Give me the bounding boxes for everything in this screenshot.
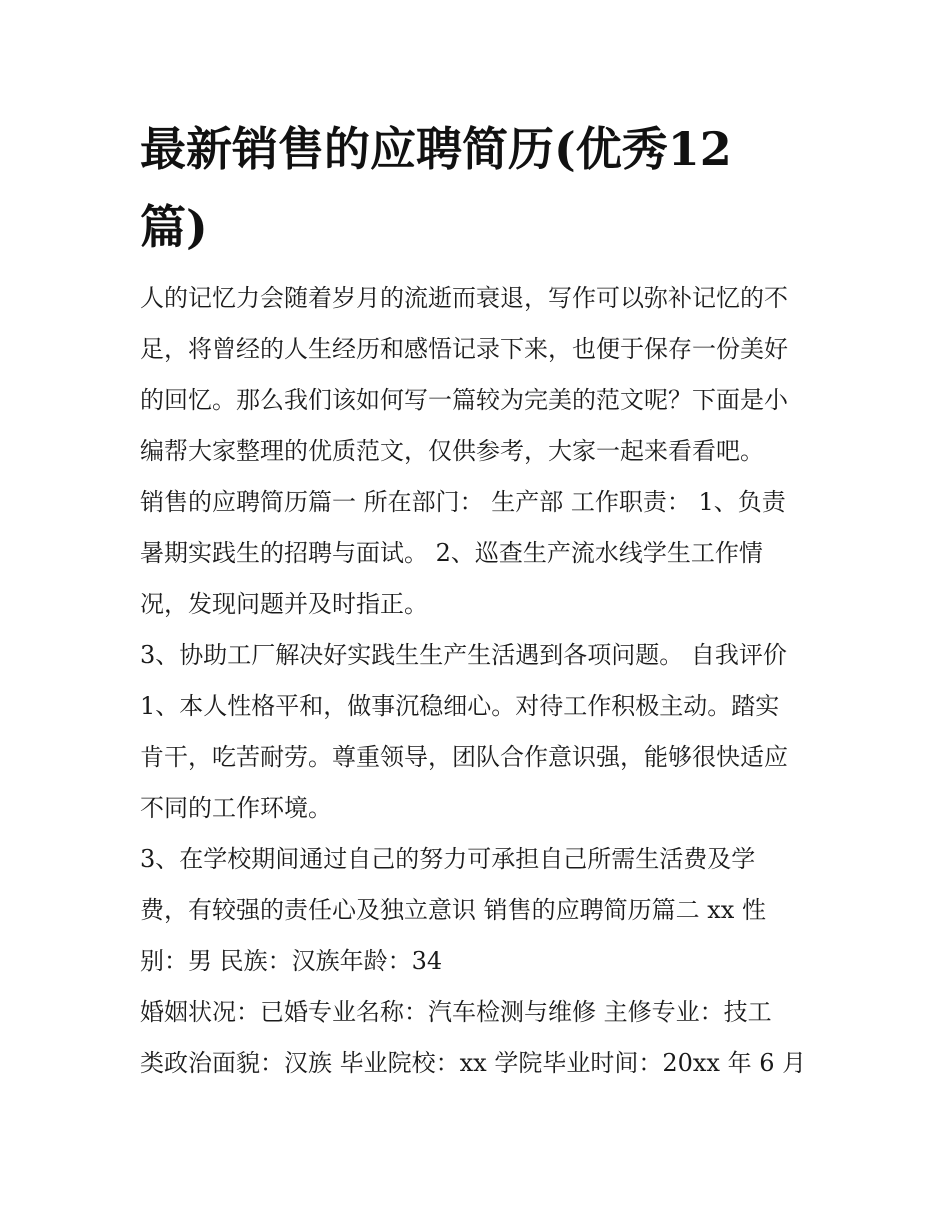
paragraph-intro — [140, 273, 820, 477]
text-line: 3、在学校期间通过自己的努力可承担自己所需生活费及学 — [140, 845, 756, 873]
text-line: 销售的应聘简历篇一 所在部门： 生产部 工作职责： 1、负责 — [140, 488, 786, 516]
text-line: 别：男 民族：汉族年龄：34 — [140, 947, 443, 975]
text-line: 3、协助工厂解决好实践生生产生活遇到各项问题。 自我评价 — [140, 641, 787, 669]
text-line: 类政治面貌：汉族 毕业院校：xx 学院毕业时间：20xx 年 6 月 — [140, 1049, 807, 1077]
paragraph-personal-info — [140, 987, 820, 1089]
paragraph-resume-two — [140, 834, 820, 987]
title-line: 最新销售的应聘简历(优秀12 — [140, 122, 732, 176]
text-line: 肯干，吃苦耐劳。尊重领导，团队合作意识强，能够很快适应 — [140, 743, 788, 771]
title-line: 篇) — [140, 200, 208, 254]
text-line: 人的记忆力会随着岁月的流逝而衰退，写作可以弥补记忆的不 — [140, 284, 788, 312]
paragraph-self-evaluation — [140, 630, 820, 834]
text-line: 足，将曾经的人生经历和感悟记录下来，也便于保存一份美好 — [140, 335, 788, 363]
text-line: 费，有较强的责任心及独立意识 销售的应聘简历篇二 xx 性 — [140, 896, 766, 924]
paragraph-resume-one — [140, 477, 820, 630]
text-line: 的回忆。那么我们该如何写一篇较为完美的范文呢？下面是小 — [140, 386, 788, 414]
document-body — [140, 273, 820, 1089]
text-line: 不同的工作环境。 — [140, 794, 332, 822]
text-line: 暑期实践生的招聘与面试。 2、巡查生产流水线学生工作情 — [140, 539, 763, 567]
text-line: 婚姻状况：已婚专业名称：汽车检测与维修 主修专业：技工 — [140, 998, 772, 1026]
text-line: 1、本人性格平和，做事沉稳细心。对待工作积极主动。踏实 — [140, 692, 780, 720]
text-line: 况，发现问题并及时指正。 — [140, 590, 428, 618]
text-line: 编帮大家整理的优质范文，仅供参考，大家一起来看看吧。 — [140, 437, 764, 465]
document-title — [140, 110, 820, 266]
